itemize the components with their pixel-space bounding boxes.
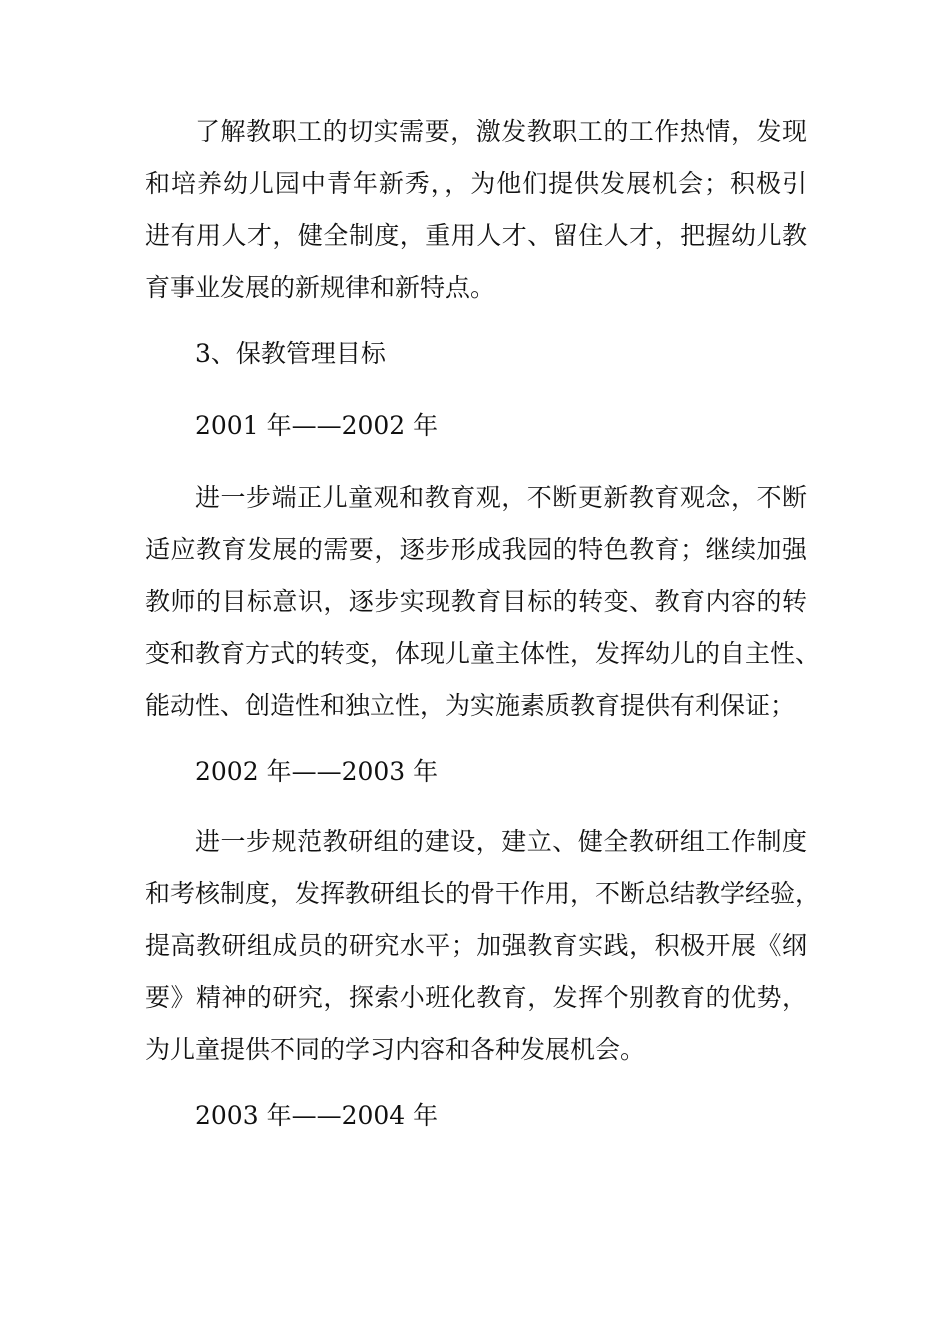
paragraph-line: 进有用人才，健全制度，重用人才、留住人才，把握幼儿教 [145, 221, 807, 250]
paragraph-line: 适应教育发展的需要，逐步形成我园的特色教育；继续加强 [145, 535, 807, 564]
paragraph-line: 要》精神的研究，探索小班化教育，发挥个别教育的优势， [145, 983, 807, 1012]
year-range-heading: 2002 年——2003 年 [195, 757, 439, 786]
paragraph-line: 为儿童提供不同的学习内容和各种发展机会。 [145, 1035, 646, 1064]
paragraph-line: 进一步规范教研组的建设，建立、健全教研组工作制度 [195, 827, 807, 856]
paragraph-line: 进一步端正儿童观和教育观，不断更新教育观念，不断 [195, 483, 807, 512]
paragraph-line: 教师的目标意识，逐步实现教育目标的转变、教育内容的转 [145, 587, 807, 616]
year-range-heading: 2003 年——2004 年 [195, 1101, 439, 1130]
paragraph-line: 和培养幼儿园中青年新秀，，为他们提供发展机会；积极引 [145, 169, 807, 198]
paragraph-line: 提高教研组成员的研究水平；加强教育实践，积极开展《纲 [145, 931, 807, 960]
year-range-heading: 2001 年——2002 年 [195, 411, 439, 440]
paragraph-line: 和考核制度，发挥教研组长的骨干作用，不断总结教学经验， [145, 879, 821, 908]
paragraph-line: 了解教职工的切实需要，激发教职工的工作热情，发现 [195, 117, 807, 146]
section-heading: 3、保教管理目标 [195, 339, 386, 368]
paragraph-line: 变和教育方式的转变，体现儿童主体性，发挥幼儿的自主性、 [145, 639, 821, 668]
paragraph-line: 育事业发展的新规律和新特点。 [145, 273, 496, 302]
paragraph-line: 能动性、创造性和独立性，为实施素质教育提供有利保证； [145, 691, 796, 720]
